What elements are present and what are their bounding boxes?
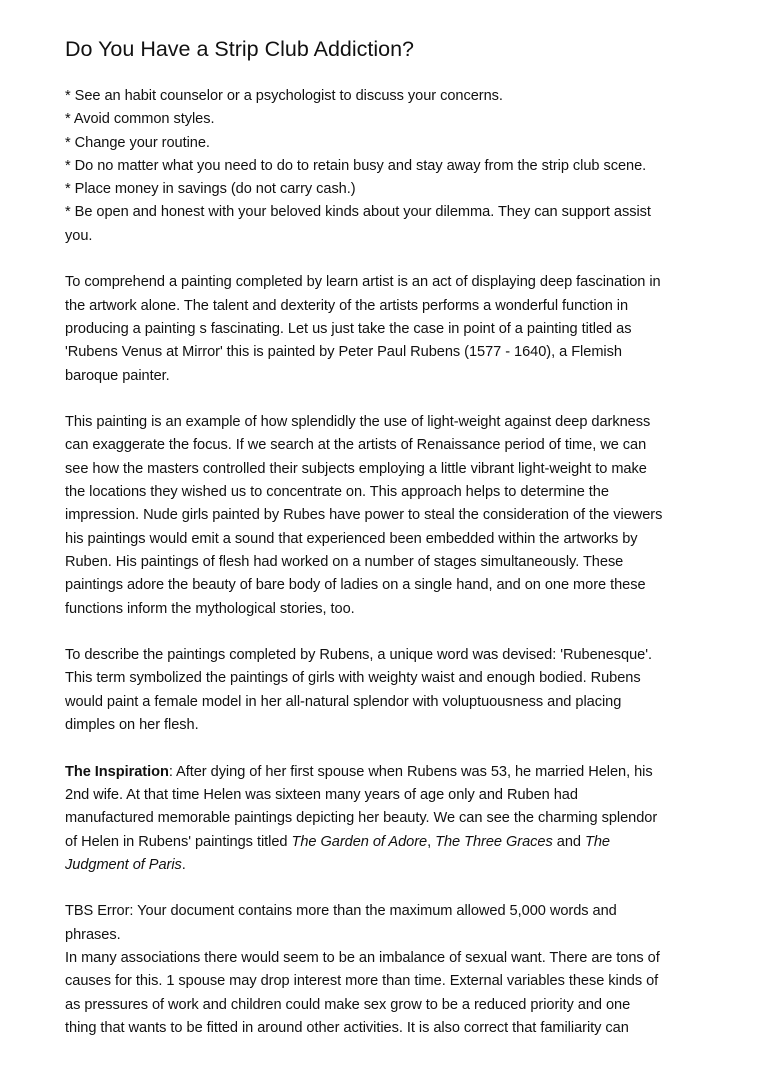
paragraph-line: In many associations there would seem to be an imbalance of sexual want. There are tons of [65, 949, 660, 966]
painting-title: Judgment of Paris [65, 856, 182, 873]
painting-title: The Three Graces [435, 833, 553, 850]
paragraph-line: as pressures of work and children could make sex grow to be a reduced priority and one [65, 996, 631, 1013]
inspiration-text: : After dying of her first spouse when Rubens was 53, he married Helen, his [168, 763, 653, 780]
paragraph-line [65, 831, 718, 854]
paragraph-light-darkness [65, 411, 718, 621]
paragraph-line: functions inform the mythological stories, too. [65, 600, 355, 617]
paragraph-line: paintings adore the beauty of bare body of ladies on a single hand, and on one more these [65, 577, 646, 594]
tip-line: * Place money in savings (do not carry cash.) [65, 181, 356, 198]
tip-line: * Avoid common styles. [65, 111, 215, 128]
tips-list [65, 85, 718, 248]
paragraph-line [65, 854, 718, 877]
paragraph-rubenesque [65, 644, 718, 737]
paragraph-line: manufactured memorable paintings depicting her beauty. We can see the charming splendor [65, 810, 658, 827]
paragraph-line: To comprehend a painting completed by learn artist is an act of displaying deep fascination in [65, 274, 661, 291]
tip-line: you. [65, 227, 93, 244]
paragraph-line: 2nd wife. At that time Helen was sixteen many years of age only and Ruben had [65, 786, 578, 803]
paragraph-inspiration [65, 761, 718, 877]
inspiration-text: of Helen in Rubens' paintings titled [65, 833, 292, 850]
paragraph-line: Ruben. His paintings of flesh had worked on a number of stages simultaneously. These [65, 553, 624, 570]
paragraph-line: the artwork alone. The talent and dexterity of the artists performs a wonderful function in [65, 297, 629, 314]
paragraph-line: see how the masters controlled their subjects employing a little vibrant light-weight to make [65, 460, 647, 477]
paragraph-rubens-intro [65, 271, 718, 387]
separator-text: . [181, 856, 186, 873]
tip-line: * Do no matter what you need to do to retain busy and stay away from the strip club scene. [65, 157, 647, 174]
paragraph-line: impression. Nude girls painted by Rubes have power to steal the consideration of the viewers [65, 507, 663, 524]
paragraph-line: dimples on her flesh. [65, 717, 199, 734]
paragraph-line: causes for this. 1 spouse may drop interest more than time. External variables these kinds of [65, 973, 659, 990]
paragraph-line: producing a painting s fascinating. Let us just take the case in point of a painting titled as [65, 320, 632, 337]
paragraph-line: To describe the paintings completed by Rubens, a unique word was devised: 'Rubenesque'. [65, 647, 652, 664]
tip-line: * Change your routine. [65, 134, 210, 151]
paragraph-line: This painting is an example of how splendidly the use of light-weight against deep darkness [65, 414, 651, 431]
page-title: Do You Have a Strip Club Addiction? [65, 37, 415, 61]
paragraph-line [65, 761, 718, 784]
painting-title: The [584, 833, 610, 850]
separator-text: and [552, 833, 585, 850]
paragraph-error-and-relationships [65, 900, 718, 1040]
error-line: phrases. [65, 926, 121, 943]
paragraph-line: thing that wants to be fitted in around other activities. It is also correct that familiarity can [65, 1019, 629, 1036]
error-line: TBS Error: Your document contains more than the maximum allowed 5,000 words and [65, 903, 617, 920]
paragraph-line: the locations they wished us to concentrate on. This approach helps to determine the [65, 484, 609, 501]
paragraph-line: his paintings would emit a sound that experienced been embedded within the artworks by [65, 530, 638, 547]
paragraph-line: baroque painter. [65, 367, 170, 384]
paragraph-line: This term symbolized the paintings of girls with weighty waist and enough bodied. Rubens [65, 670, 641, 687]
separator-text: , [427, 833, 436, 850]
painting-title: The Garden of Adore [291, 833, 428, 850]
inspiration-heading: The Inspiration [65, 763, 169, 780]
tip-line: * Be open and honest with your beloved kinds about your dilemma. They can support assist [65, 204, 651, 221]
tip-line: * See an habit counselor or a psychologist to discuss your concerns. [65, 88, 503, 104]
paragraph-line: would paint a female model in her all-natural splendor with voluptuousness and placing [65, 693, 622, 710]
paragraph-line: can exaggerate the focus. If we search at the artists of Renaissance period of time, we can [65, 437, 647, 454]
paragraph-line: 'Rubens Venus at Mirror' this is painted by Peter Paul Rubens (1577 - 1640), a Flemish [65, 344, 622, 361]
